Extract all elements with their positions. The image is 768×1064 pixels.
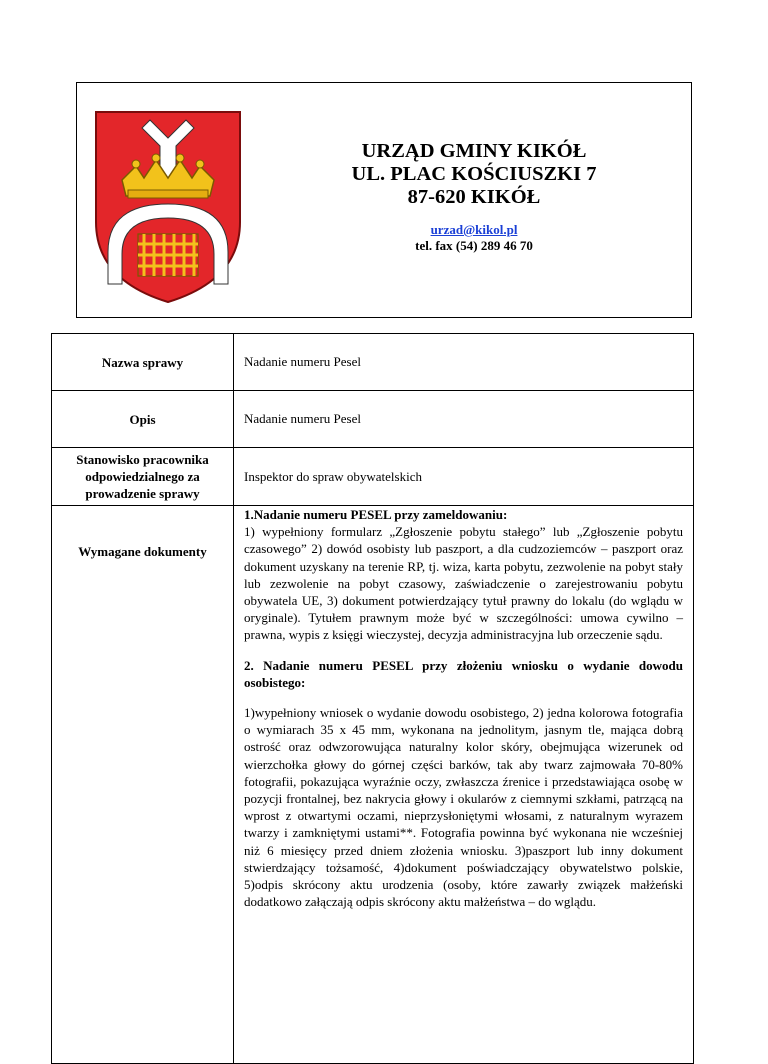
- office-postal-city: 87-620 KIKÓŁ: [407, 186, 541, 208]
- table-row: [52, 391, 694, 448]
- section2-title: 2. Nadanie numeru PESEL przy złożeniu wniosku o wydanie dowodu osobistego:: [244, 657, 683, 690]
- office-name-block: [258, 140, 690, 209]
- contact-block: [258, 222, 690, 254]
- table-row: [52, 448, 694, 506]
- description-label: Opis: [52, 391, 234, 448]
- required-documents-value: [234, 506, 694, 1064]
- officer-position-value: Inspektor do spraw obywatelskich: [234, 448, 694, 506]
- case-name-value: Nadanie numeru Pesel: [234, 334, 694, 391]
- table-row: [52, 334, 694, 391]
- office-name: URZĄD GMINY KIKÓŁ: [361, 140, 587, 162]
- section1-title: 1.Nadanie numeru PESEL przy zameldowaniu:: [244, 507, 508, 522]
- case-info-table: [51, 333, 694, 1064]
- office-street: UL. PLAC KOŚCIUSZKI 7: [351, 163, 597, 185]
- email-link[interactable]: urzad@kikol.pl: [430, 222, 518, 237]
- description-value: Nadanie numeru Pesel: [234, 391, 694, 448]
- officer-position-label: Stanowisko pracownika odpowiedzialnego za prowadzenie sprawy: [52, 448, 234, 506]
- case-name-label: Nazwa sprawy: [52, 334, 234, 391]
- section1-body: 1) wypełniony formularz „Zgłoszenie pobytu stałego” lub „Zgłoszenie pobytu czasowego” 2) dowód osobisty lub paszport, a dla cudzoziemców – paszport oraz dokument uzyskany na terenie RP, tj. wiza, karta pobytu, zezwolenie na pobyt stały lub zezwolenie na pobyt czasowy, zaświadczenie o zarejestrowaniu pobytu obywatela UE, 3) dokument potwierdzający tytuł prawny do lokalu (do wglądu w oryginale). Tytułem prawnym może być w szczególności: umowa cywilno – prawna, wypis z księgi wieczystej, decyzja administracyjna lub orzeczenie sądu.: [244, 524, 683, 643]
- required-documents-label: Wymagane dokumenty: [52, 506, 234, 1064]
- coat-of-arms-emblem: [78, 84, 258, 316]
- section2-body: 1)wypełniony wniosek o wydanie dowodu osobistego, 2) jedna kolorowa fotografia o wymiarach 35 x 45 mm, wykonana na jednolitym, jasnym tle, mająca dobrą ostrość oraz odwzorowująca naturalny kolor skóry, obejmująca wizerunek od wierzchołka głowy do górnej części barków, tak aby twarz zajmowała 70-80% fotografii, pokazująca wyraźnie oczy, zwłaszcza źrenice i przedstawiająca osobę w pozycji frontalnej, bez nakrycia głowy i okularów z ciemnymi szkłami, patrzącą na wprost z otwartymi oczami, nieprzysłoniętymi włosami, z naturalnym wyrazem twarzy i zamkniętymi ustami**. Fotografia powinna być wykonana nie wcześniej niż 6 miesięcy przed dniem złożenia wniosku. 3)paszport lub inny dokument stwierdzający tożsamość, 4)dokument poświadczający obywatelstwo polskie, 5)odpis skrócony aktu urodzenia (osoby, które zawarły związek małżeński dodatkowo załączają odpis skrócony aktu małżeństwa – do wglądu.: [244, 705, 683, 910]
- table-row: [52, 506, 694, 1064]
- phone-fax: tel. fax (54) 289 46 70: [415, 238, 533, 253]
